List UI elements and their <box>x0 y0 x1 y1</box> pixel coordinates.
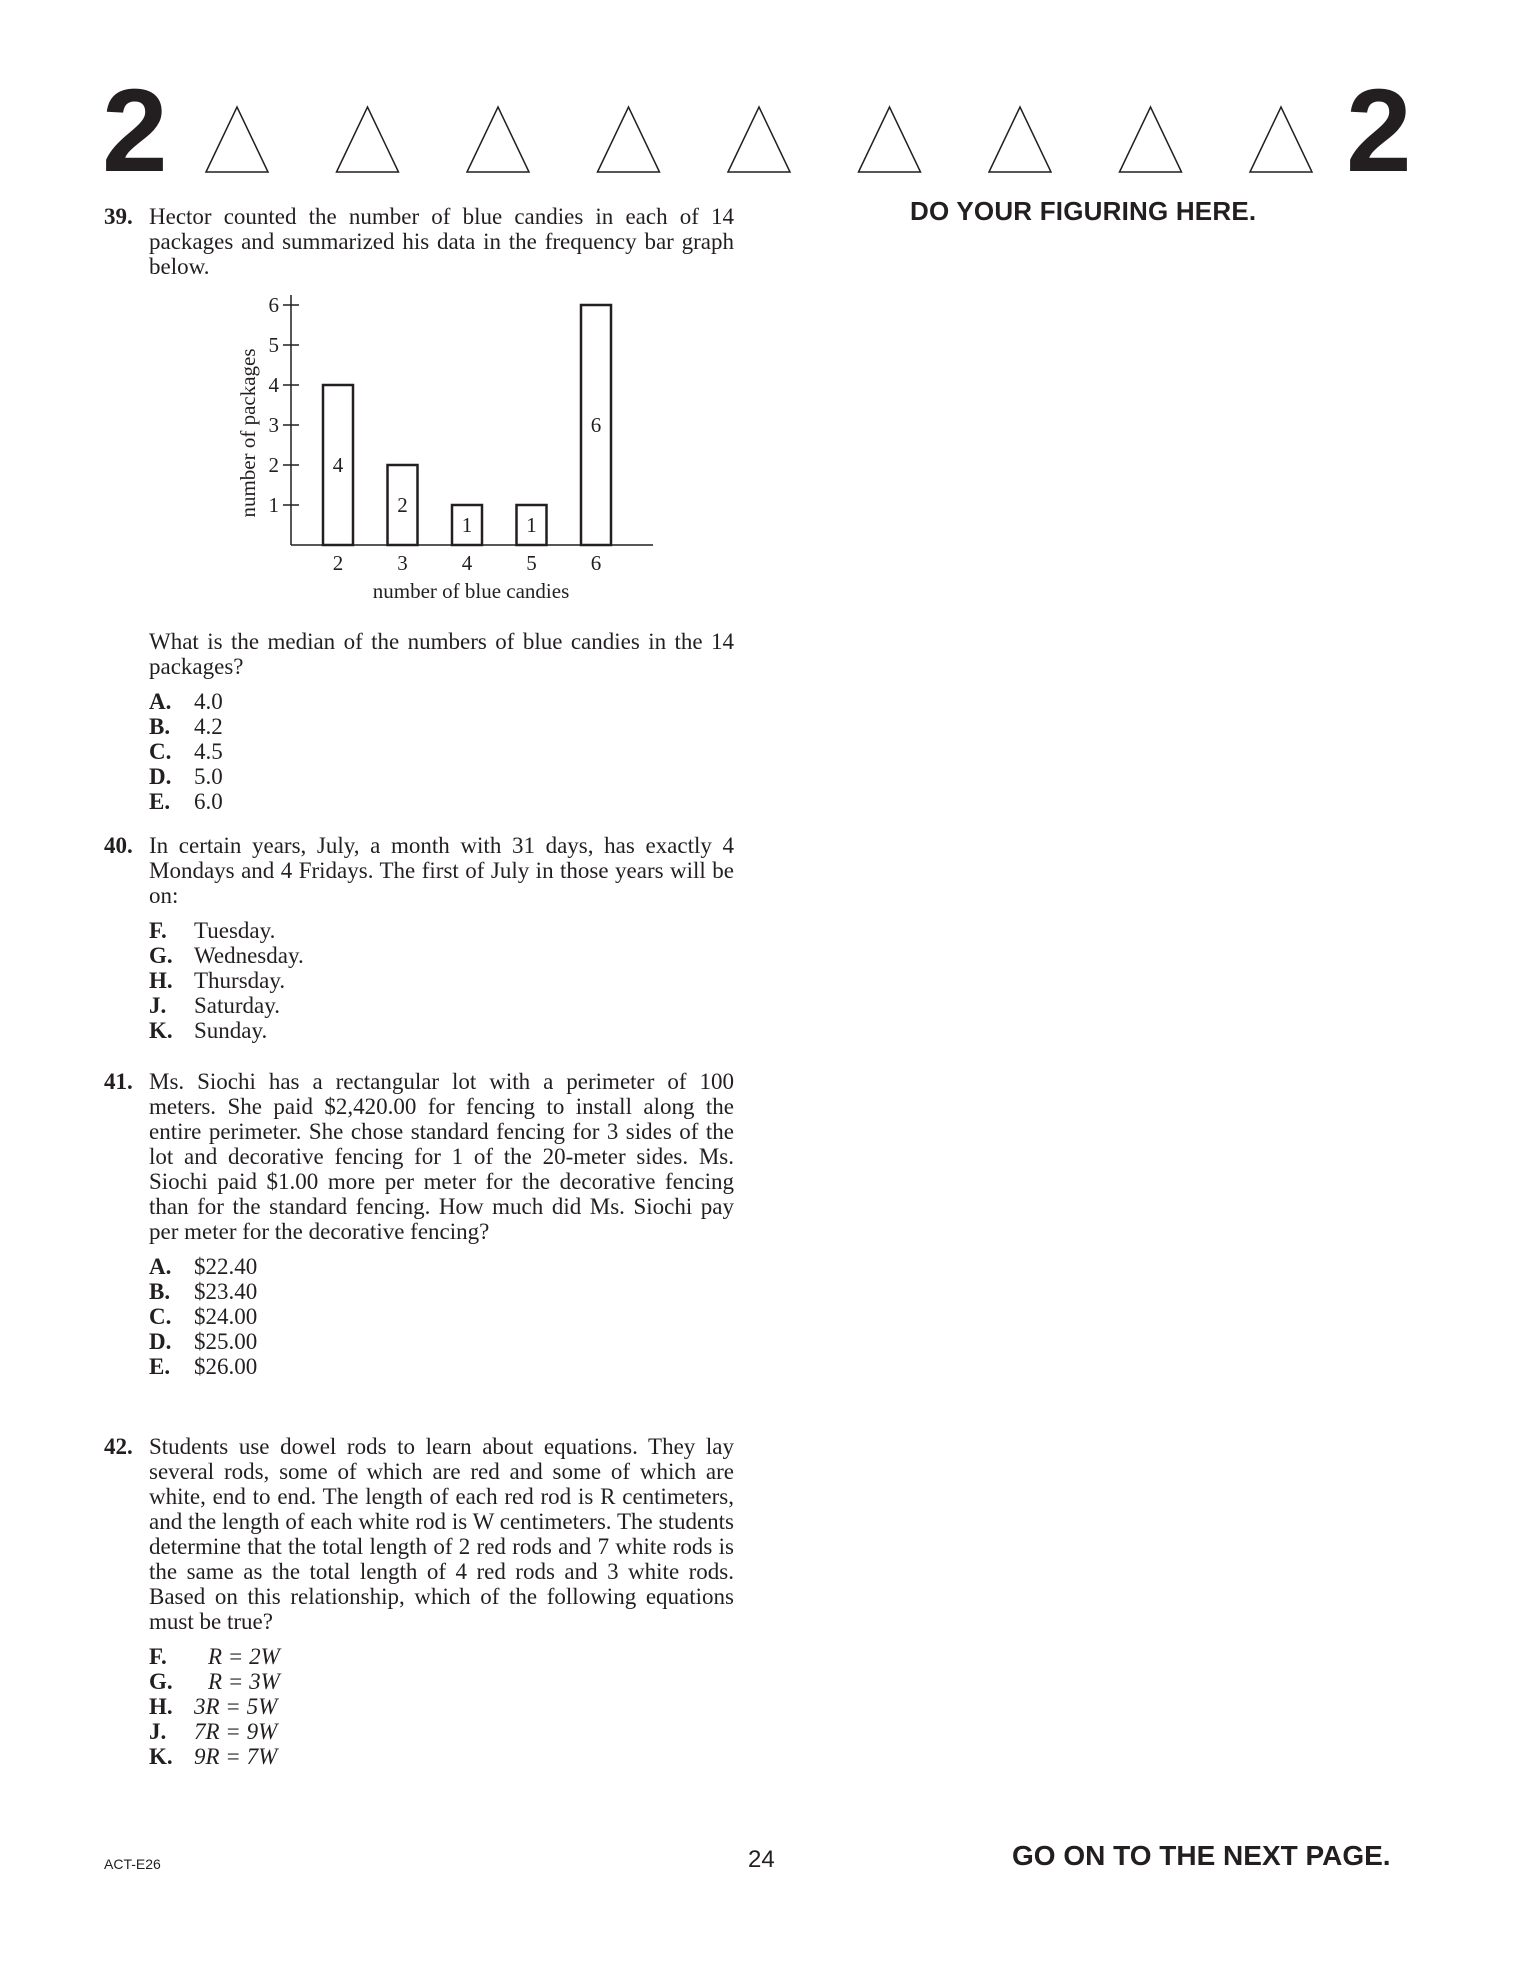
question-number: 41. <box>104 1069 133 1094</box>
x-tick-label: 4 <box>461 551 473 575</box>
answer-choice[interactable]: B. 4.2 <box>149 714 223 739</box>
answer-choice[interactable]: J. 7R = 9W <box>149 1719 278 1744</box>
answer-choice[interactable]: F. R = 2W <box>149 1644 280 1669</box>
question-text: In certain years, July, a month with 31 days, has exactly 4 Mondays and 4 Fridays. The first of July in those years will be on: <box>149 833 734 908</box>
answer-choice[interactable]: F. Tuesday. <box>149 918 276 943</box>
y-axis-label: number of packages <box>236 348 260 518</box>
answer-choice[interactable]: B. $23.40 <box>149 1279 258 1304</box>
frequency-bar-chart <box>229 295 659 611</box>
triangle-icon <box>206 107 268 172</box>
answer-choice[interactable]: E. 6.0 <box>149 789 223 814</box>
figuring-label: DO YOUR FIGURING HERE. <box>910 196 1257 226</box>
x-tick-label: 6 <box>590 551 602 575</box>
bar-data-label: 4 <box>332 453 344 477</box>
section-number-left: 2 <box>102 65 166 197</box>
question-number: 39. <box>104 204 133 229</box>
answer-choice[interactable]: H. Thursday. <box>149 968 286 993</box>
triangle-border <box>204 104 1314 176</box>
question-prompt: What is the median of the numbers of blue candies in the 14 packages? <box>149 629 734 679</box>
triangle-icon <box>467 107 529 172</box>
y-tick-label: 4 <box>268 373 279 397</box>
question-number: 42. <box>104 1434 133 1459</box>
answer-choices <box>149 689 734 814</box>
answer-choice[interactable]: D. $25.00 <box>149 1329 258 1354</box>
triangle-icon <box>1120 107 1182 172</box>
answer-choice[interactable]: E. $26.00 <box>149 1354 258 1379</box>
bar-data-label: 6 <box>590 413 602 437</box>
answer-choices <box>149 1644 734 1769</box>
question-text: Ms. Siochi has a rectangular lot with a perimeter of 100 meters. She paid $2,420.00 for fencing to install along the entire perimeter. She chose standard fencing for 3 sides of the lot and decorative fencing for 1 of the 20-meter sides. Ms. Siochi paid $1.00 more per meter for the decorative fencing than for the standard fencing. How much did Ms. Siochi pay per meter for the decorative fencing? <box>149 1069 734 1244</box>
question-number: 40. <box>104 833 133 858</box>
answer-choice[interactable]: D. 5.0 <box>149 764 223 789</box>
y-tick-label: 1 <box>268 493 279 517</box>
x-axis-label: number of blue candies <box>372 579 570 603</box>
bar-data-label: 2 <box>397 493 408 517</box>
y-tick-label: 3 <box>268 413 279 437</box>
x-tick-label: 3 <box>397 551 408 575</box>
y-tick-label: 2 <box>268 453 279 477</box>
x-tick-label: 5 <box>526 551 537 575</box>
triangle-icon <box>728 107 790 172</box>
triangle-icon <box>1250 107 1312 172</box>
triangle-icon <box>598 107 660 172</box>
question-42 <box>104 1434 734 1769</box>
question-39 <box>104 204 734 814</box>
triangle-icon <box>859 107 921 172</box>
x-tick-label: 2 <box>332 551 344 575</box>
triangle-icon <box>337 107 399 172</box>
answer-choice[interactable]: K. 9R = 7W <box>149 1744 278 1769</box>
answer-choice[interactable]: J. Saturday. <box>149 993 281 1018</box>
y-tick-label: 6 <box>268 295 279 317</box>
question-text: Students use dowel rods to learn about equations. They lay several rods, some of which are red and some of which are white, end to end. The length of each red rod is R centimeters, and the length of each white rod is W centimeters. The students determine that the total length of 2 red rods and 7 white rods is the same as the total length of 4 red rods and 3 white rods. Based on this relationship, which of the following equations must be true? <box>149 1434 734 1634</box>
triangle-icon <box>989 107 1051 172</box>
answer-choice[interactable]: A. $22.40 <box>149 1254 258 1279</box>
question-40 <box>104 833 734 1043</box>
answer-choice[interactable]: C. $24.00 <box>149 1304 258 1329</box>
question-text: Hector counted the number of blue candies in each of 14 packages and summarized his data in the frequency bar graph below. <box>149 204 734 279</box>
answer-choice[interactable]: G. R = 3W <box>149 1669 280 1694</box>
answer-choice[interactable]: K. Sunday. <box>149 1018 268 1043</box>
answer-choices <box>149 918 734 1043</box>
answer-choice[interactable]: A. 4.0 <box>149 689 223 714</box>
answer-choice[interactable]: H. 3R = 5W <box>149 1694 278 1719</box>
bar-data-label: 1 <box>526 513 537 537</box>
continue-notice: GO ON TO THE NEXT PAGE. <box>1012 1840 1391 1871</box>
form-code: ACT-E26 <box>104 1856 161 1872</box>
answer-choice[interactable]: C. 4.5 <box>149 739 223 764</box>
answer-choice[interactable]: G. Wednesday. <box>149 943 304 968</box>
y-tick-label: 5 <box>268 333 279 357</box>
answer-choices <box>149 1254 734 1379</box>
page-number: 24 <box>748 1846 775 1873</box>
section-number-right: 2 <box>1346 65 1410 197</box>
bar-data-label: 1 <box>461 513 473 537</box>
question-41 <box>104 1069 734 1379</box>
